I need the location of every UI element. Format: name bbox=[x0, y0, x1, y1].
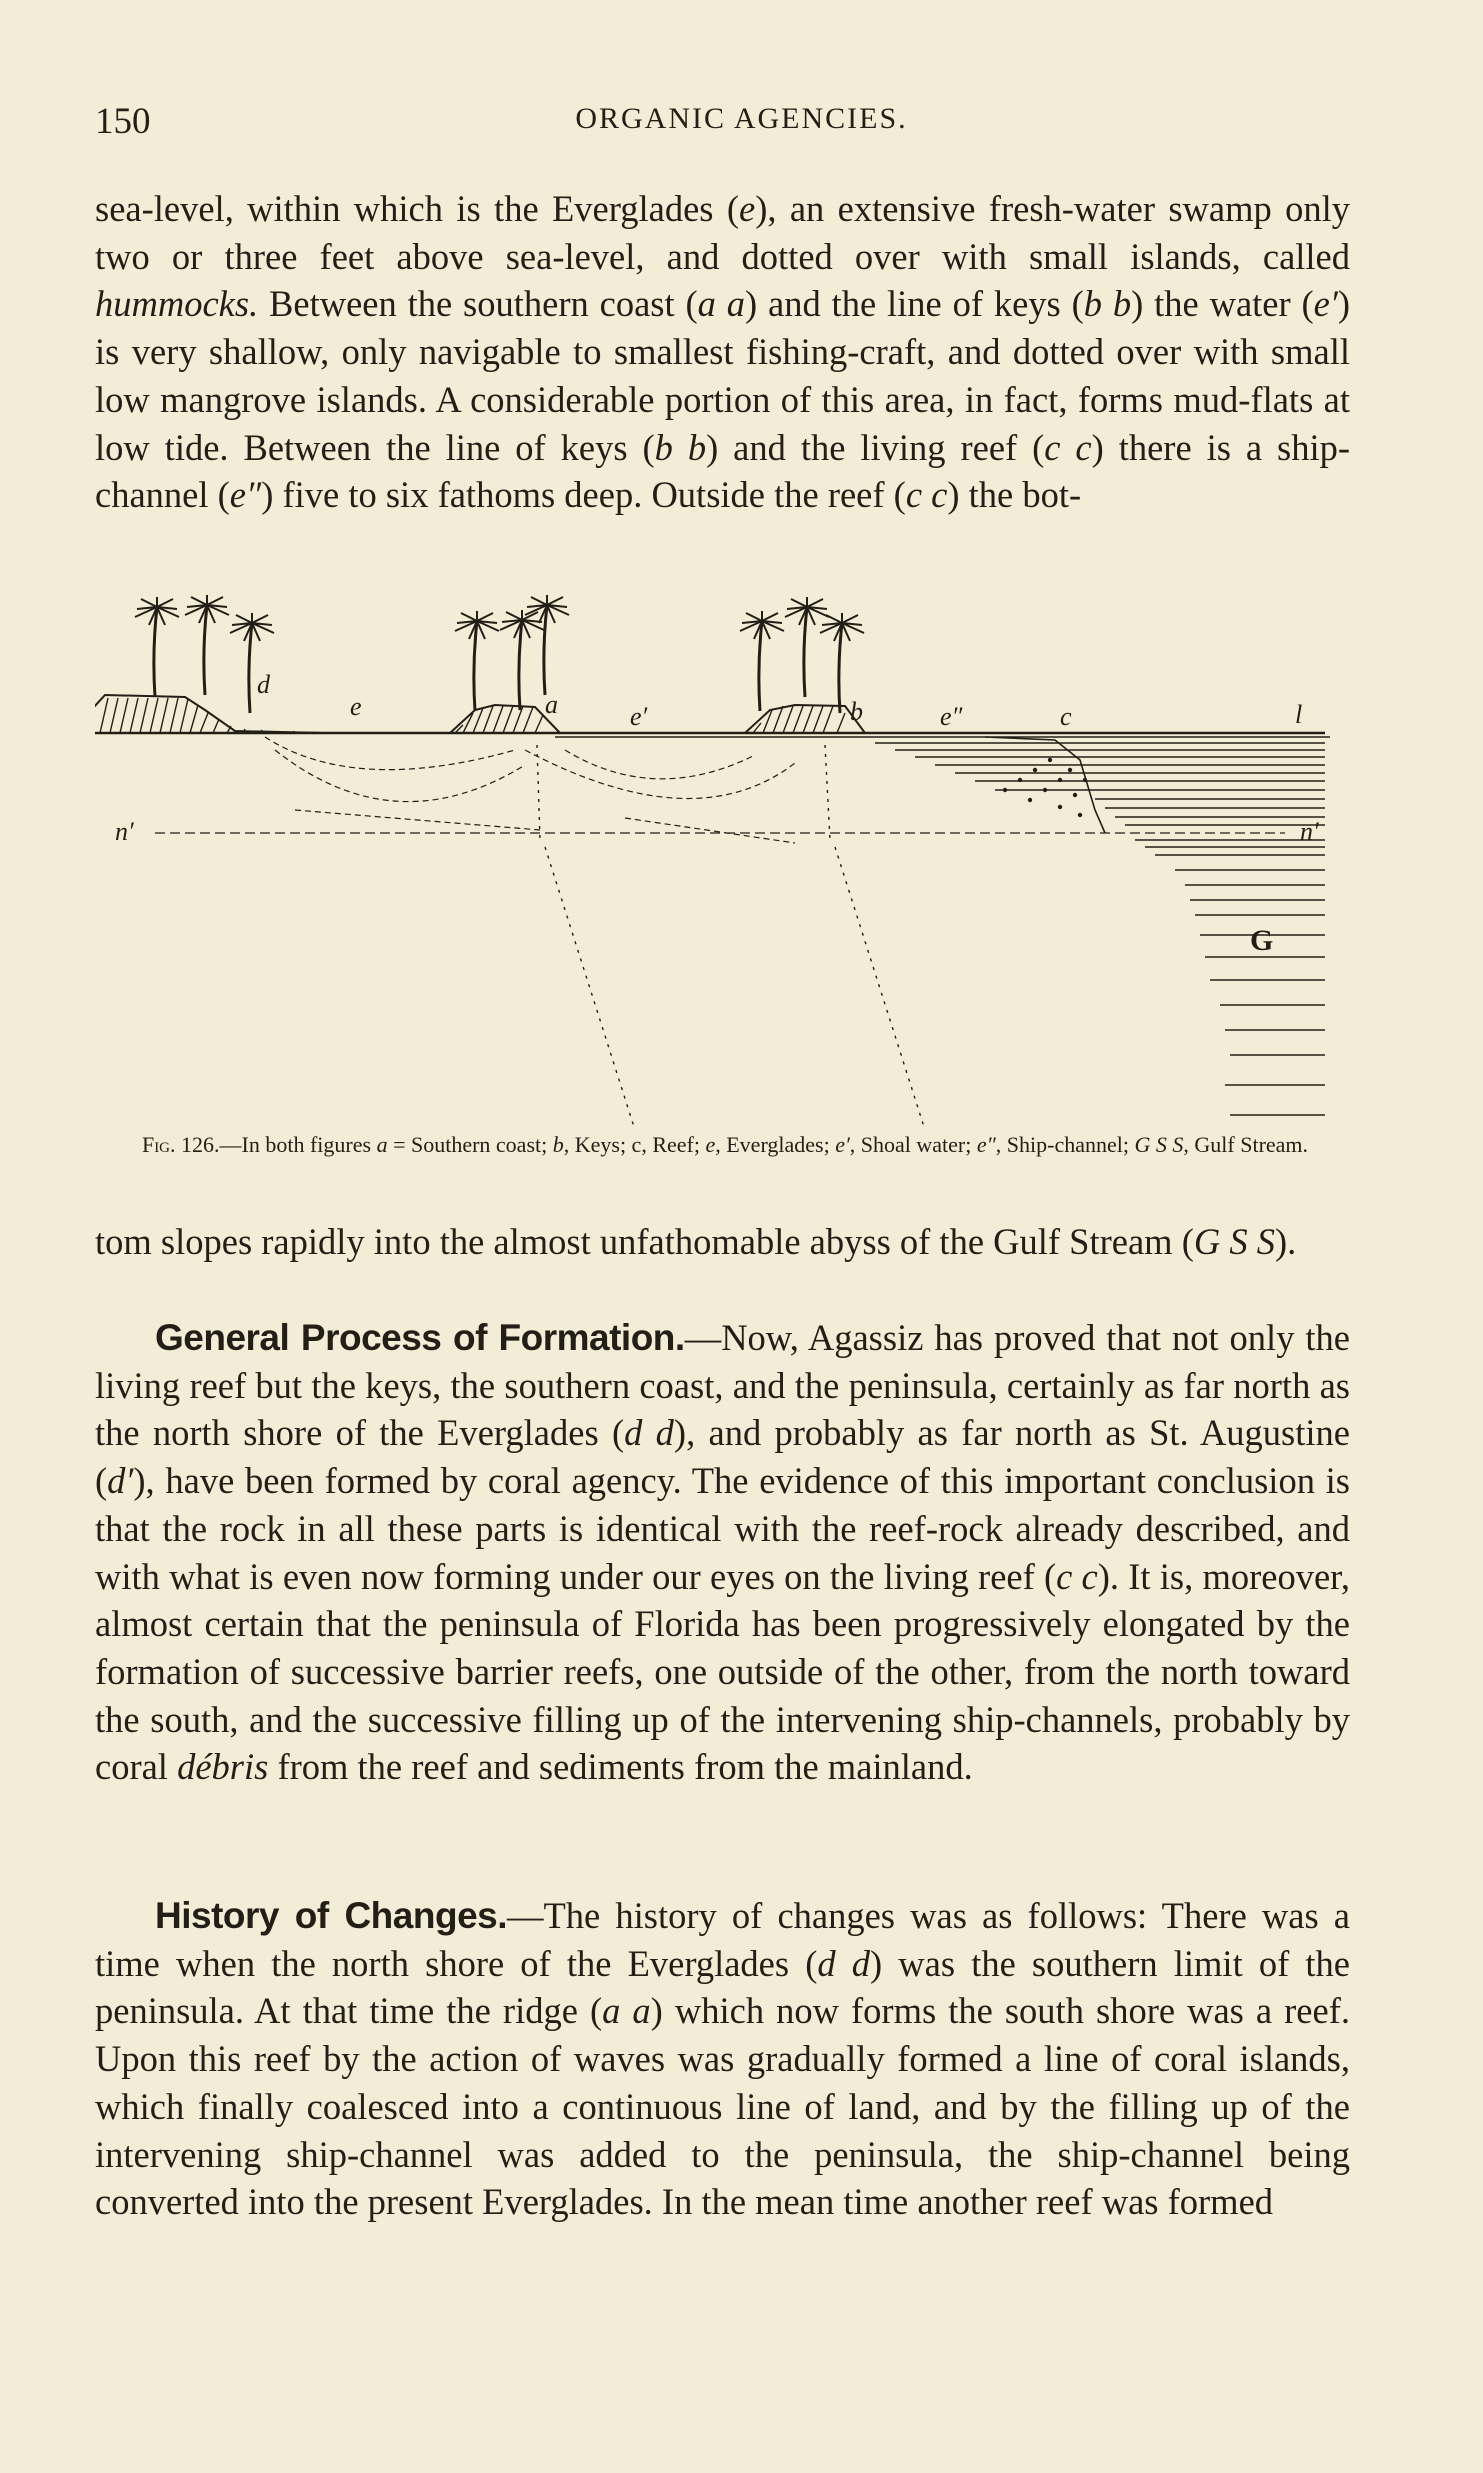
text-run-italic: e bbox=[705, 1132, 716, 1157]
label-e: e bbox=[350, 692, 362, 721]
label-d: d bbox=[257, 670, 270, 699]
text-run: —The history of changes was as follows: There was a time when the north shore of the Everglades ( bbox=[95, 1895, 1350, 1984]
paragraph-intro bbox=[95, 185, 1350, 519]
text-run-italic: hummocks. bbox=[95, 283, 259, 325]
text-run-italic: e″ bbox=[976, 1132, 996, 1157]
text-run-italic: a a bbox=[602, 1990, 651, 2032]
text-run: = Southern coast; bbox=[387, 1132, 553, 1157]
text-run: Between the southern coast ( bbox=[258, 283, 698, 325]
running-title: ORGANIC AGENCIES. bbox=[575, 102, 908, 135]
text-run-italic: G S S bbox=[1134, 1132, 1184, 1157]
label-e-double-prime: e″ bbox=[940, 702, 963, 731]
label-n-prime-left: n′ bbox=[115, 817, 134, 846]
text-run-italic: b b bbox=[654, 426, 707, 468]
label-g: G bbox=[1250, 924, 1274, 957]
label-c: c bbox=[1060, 702, 1072, 731]
text-run-italic: débris bbox=[177, 1746, 269, 1788]
paragraph-general-process bbox=[95, 1314, 1350, 1791]
text-run-italic: a a bbox=[697, 283, 745, 325]
text-run-italic: c c bbox=[1044, 426, 1092, 468]
text-run-italic: G S S bbox=[1193, 1221, 1275, 1262]
text-run-italic: d′ bbox=[107, 1460, 134, 1502]
text-run: ). It is, moreover, almost certain that the peninsula of Florida has been progressively elongated by the formation of successive barrier reefs, one outside of the other, from the north toward the south, and the successive filling up of the intervening ship-channels, probably by coral bbox=[95, 1555, 1350, 1788]
text-run: ) and the living reef ( bbox=[706, 426, 1045, 468]
text-run-italic: c c bbox=[905, 474, 948, 516]
text-run: ) was the southern limit of the peninsula. At that time the ridge ( bbox=[95, 1942, 1350, 2032]
text-run: tom slopes rapidly into the almost unfathomable abyss of the Gulf Stream ( bbox=[95, 1221, 1194, 1262]
text-run-italic: a bbox=[376, 1132, 388, 1157]
text-run: from the reef and sediments from the mainland. bbox=[268, 1746, 973, 1788]
text-run: , Gulf Stream. bbox=[1183, 1132, 1309, 1157]
text-run: , Ship-channel; bbox=[995, 1132, 1135, 1157]
label-e-prime: e′ bbox=[630, 702, 648, 731]
label-a: a bbox=[545, 690, 558, 719]
text-run-italic: e″ bbox=[229, 474, 262, 516]
text-run: ), and probably as far north as St. Augustine ( bbox=[95, 1412, 1350, 1502]
florida-reef-section-svg bbox=[95, 585, 1355, 1135]
text-run-italic: d d bbox=[624, 1412, 674, 1454]
text-run-italic: e′ bbox=[835, 1132, 850, 1157]
text-run: ) is very shallow, only navigable to smallest fishing-craft, and dotted over with small low mangrove islands. A considerable portion of this area, in fact, forms mud-flats at low tide. Between the line of keys ( bbox=[95, 283, 1350, 468]
text-run: ) which now forms the south shore was a reef. Upon this reef by the action of waves was gradually formed a line of coral islands, which finally coalesced into a continuous line of land, and by the filling up of the intervening ship-channel was added to the peninsula, the ship-channel being converted into the present Everglades. In the mean time another reef was formed bbox=[95, 1990, 1350, 2223]
text-run: , Everglades; bbox=[715, 1132, 836, 1157]
text-run-italic: b bbox=[552, 1132, 564, 1157]
text-run: ), an extensive fresh-water swamp only two or three feet above sea-level, and dotted over with small islands, called bbox=[95, 188, 1350, 277]
text-run: , Shoal water; bbox=[849, 1132, 977, 1157]
running-head bbox=[95, 100, 1388, 150]
text-run-italic: b b bbox=[1083, 283, 1132, 325]
text-run: ) the bot- bbox=[947, 474, 1082, 516]
text-run: , Keys; c, Reef; bbox=[563, 1132, 706, 1157]
figure-126-section-diagram bbox=[95, 585, 1355, 1135]
text-run: —Now, Agassiz has proved that not only the living reef but the keys, the southern coast, and the peninsula, certainly as far north as the north shore of the Everglades ( bbox=[95, 1317, 1350, 1454]
caption-figure-number: Fig. 126. bbox=[141, 1132, 220, 1157]
text-run: ) and the line of keys ( bbox=[744, 283, 1084, 325]
section-heading-general-process: General Process of Formation. bbox=[155, 1317, 685, 1358]
text-run: ) there is a ship-channel ( bbox=[95, 426, 1351, 516]
page-number: 150 bbox=[95, 101, 151, 142]
label-n-prime-right: n′ bbox=[1300, 817, 1319, 846]
text-run: —In both figures bbox=[219, 1132, 377, 1157]
text-run-italic: e bbox=[738, 188, 756, 229]
text-run: ), have been formed by coral agency. The evidence of this important conclusion is that the rock in all these parts is identical with the reef-rock already described, and with what is even now forming under our eyes on the living reef ( bbox=[95, 1460, 1350, 1597]
text-run: ) the water ( bbox=[1131, 283, 1314, 325]
text-run: ). bbox=[1274, 1221, 1297, 1262]
text-run: ) five to six fathoms deep. Outside the reef ( bbox=[261, 474, 906, 516]
label-l: l bbox=[1295, 700, 1303, 729]
text-run-italic: c c bbox=[1056, 1555, 1098, 1597]
section-heading-history-of-changes: History of Changes. bbox=[155, 1895, 508, 1936]
figure-caption bbox=[95, 1130, 1355, 1159]
text-run: sea-level, within which is the Everglades ( bbox=[95, 188, 739, 229]
paragraph-history-of-changes bbox=[95, 1892, 1350, 2226]
label-b: b bbox=[850, 697, 863, 726]
text-run-italic: e′ bbox=[1313, 283, 1338, 325]
text-run-italic: d d bbox=[817, 1942, 870, 1984]
paragraph-gulf-stream bbox=[95, 1218, 1350, 1266]
